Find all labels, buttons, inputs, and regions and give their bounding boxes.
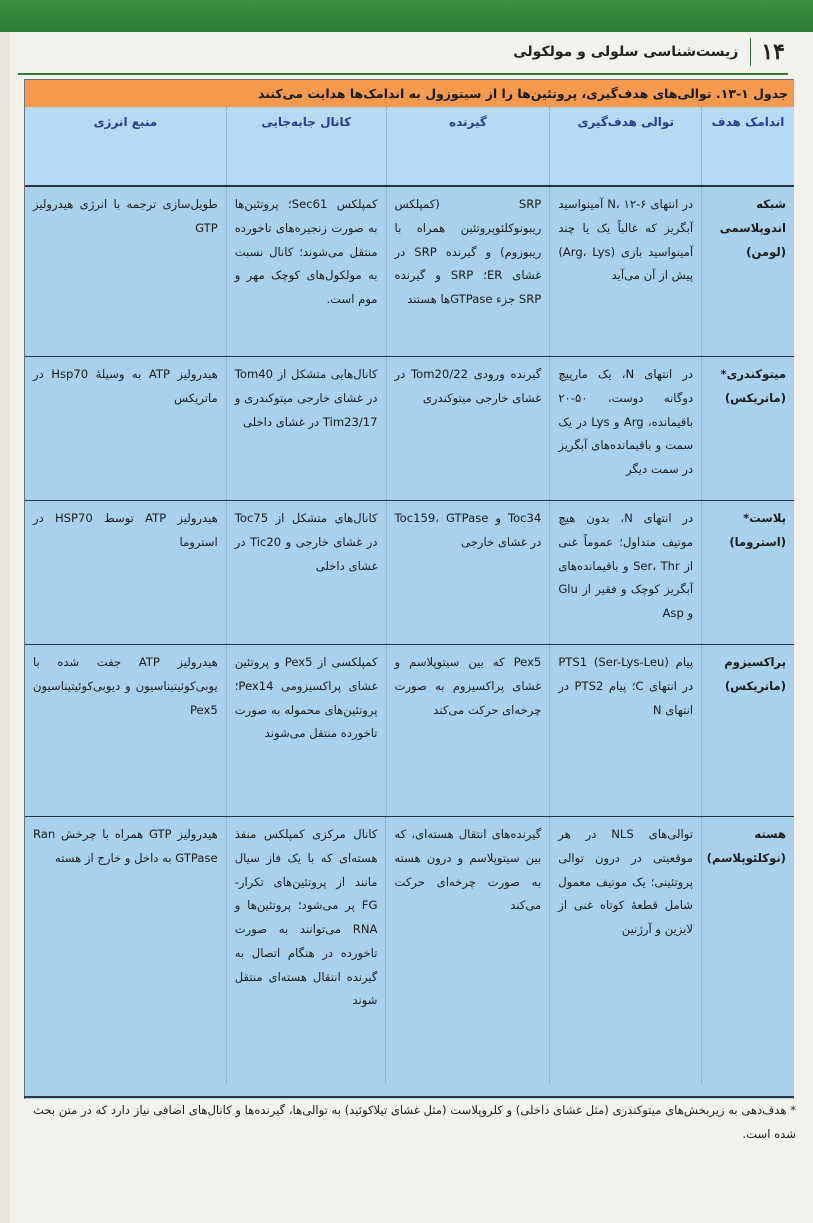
book-page <box>10 32 813 1223</box>
cell-organelle: شبکه اندوپلاسمی (لومن) <box>719 197 786 259</box>
cell-organelle: پلاست* (استروما) <box>729 511 786 549</box>
cell-energy: طویل‌سازی ترجمه با انرژی هیدرولیز GTP <box>25 187 227 356</box>
cell-energy: هیدرولیز ATP به وسیلهٔ Hsp70 در ماتریکس <box>25 357 227 500</box>
cell-channel: کانال‌های متشکل از Toc75 در غشای خارجی و Tic20 در غشای داخلی <box>227 501 387 644</box>
cell-channel: کمپلکسی از Pex5 و پروتئین غشای پراکسیزومی Pex14؛ پروتئین‌های محموله به صورت تاخورده منتقل می‌شوند <box>227 645 387 816</box>
header-rule <box>18 73 788 75</box>
cell-energy: هیدرولیز GTP همراه با چرخش Ran GTPase به داخل و خارج از هسته <box>25 817 227 1083</box>
table-footnote: * هدف‌دهی به زیربخش‌های میتوکندری (مثل غشای داخلی) و کلروپلاست (مثل غشای تیلاکوئید) به توالی‌ها، گیرنده‌ها و کانال‌های اضافی نیاز دارد که در متن بحث شده است. <box>33 1103 796 1142</box>
table-row <box>25 187 794 357</box>
cell-receptor: گیرنده‌های انتقال هسته‌ای، که بین سیتوپلاسم و درون هسته به صورت چرخه‌ای حرکت می‌کند <box>386 817 550 1083</box>
table-caption: جدول ۱-۱۳. توالی‌های هدف‌گیری، پروتئین‌ها را از سیتوزول به اندامک‌ها هدایت می‌کنند <box>24 79 794 107</box>
table-header-row <box>25 107 794 187</box>
book-title: زیست‌شناسی سلولی و مولکولی <box>513 44 739 60</box>
cell-organelle: پراکسیزوم (ماتریکس) <box>724 655 786 693</box>
header-sequence: توالی هدف‌گیری <box>550 107 702 185</box>
cell-sequence: توالی‌های NLS در هر موقعیتی در درون توالی پروتئینی؛ یک موتیف معمول شامل قطعهٔ کوتاه غنی از لایزین و آرژنین <box>550 817 702 1083</box>
top-green-band <box>0 0 813 32</box>
cell-receptor: Toc34 و Toc159، GTPase در غشای خارجی <box>387 501 551 644</box>
table-row <box>25 501 794 645</box>
header-receptor: گیرنده <box>387 107 551 185</box>
header-channel: کانال جابه‌جایی <box>227 107 387 185</box>
header-divider <box>750 38 751 66</box>
cell-sequence: در انتهای N، یک مارپیچ دوگانه دوست، ۵۰-۲۰ باقیمانده، Arg و Lys در یک سمت و باقیمانده‌های آبگریز در سمت دیگر <box>550 357 702 500</box>
cell-receptor: SRP (کمپلکس ریبونوکلئوپروتئین همراه با ریبوزوم) و گیرنده SRP در غشای ER؛ SRP و گیرنده SRP جزء GTPaseها هستند <box>387 187 551 356</box>
cell-organelle: هسته (نوکلئوپلاسم) <box>706 827 786 865</box>
cell-sequence: در انتهای N، بدون هیچ موتیف متداول؛ عموماً غنی از Ser، Thr و باقیمانده‌های آبگریز کوچک و فقیر از Glu و Asp <box>550 501 702 644</box>
cell-receptor: Pex5 که بین سیتوپلاسم و غشای پراکسیزوم به صورت چرخه‌ای حرکت می‌کند <box>387 645 551 816</box>
table-row <box>25 357 794 501</box>
table-row <box>25 645 794 817</box>
cell-energy: هیدرولیز ATP توسط HSP70 در استروما <box>25 501 227 644</box>
page-header <box>25 32 785 72</box>
page-number: ۱۴ <box>761 39 785 65</box>
cell-sequence: در انتهای N، ۱۲-۶ آمینواسید آبگریز که غالباً یک یا چند آمینواسید بازی (Arg، Lys) پیش از آن می‌آید <box>550 187 702 356</box>
header-energy: منبع انرژی <box>25 107 227 185</box>
header-organelle: اندامک هدف <box>711 115 785 129</box>
cell-organelle: میتوکندری* (ماتریکس) <box>720 367 786 405</box>
cell-channel: کمپلکس Sec61؛ پروتئین‌ها به صورت زنجیره‌های تاخورده منتقل می‌شوند؛ کانال نسبت به مولکول‌های کوچک مهر و موم است. <box>227 187 387 356</box>
cell-sequence: پیام PTS1 (Ser-Lys-Leu) در انتهای C؛ پیام PTS2 در انتهای N <box>550 645 702 816</box>
cell-channel: کانال‌هایی متشکل از Tom40 در غشای خارجی میتوکندری و Tim23/17 در غشای داخلی <box>227 357 387 500</box>
targeting-table <box>24 107 794 1099</box>
cell-receptor: گیرنده ورودی Tom20/22 در غشای خارجی میتوکندری <box>387 357 551 500</box>
cell-energy: هیدرولیز ATP جفت شده با یوبی‌کوئیتیناسیون و دیوبی‌کوئیتیناسیون Pex5 <box>25 645 227 816</box>
table-row <box>25 817 794 1083</box>
cell-channel: کانال مرکزی کمپلکس منفذ هسته‌ای که با یک فاز سیال مانند از پروتئین‌های تکرار- FG پر می‌شود؛ پروتئین‌ها و RNA می‌توانند به صورت تاخورده در هنگام اتصال به گیرنده انتقال هسته‌ای منتقل شوند <box>227 817 387 1083</box>
